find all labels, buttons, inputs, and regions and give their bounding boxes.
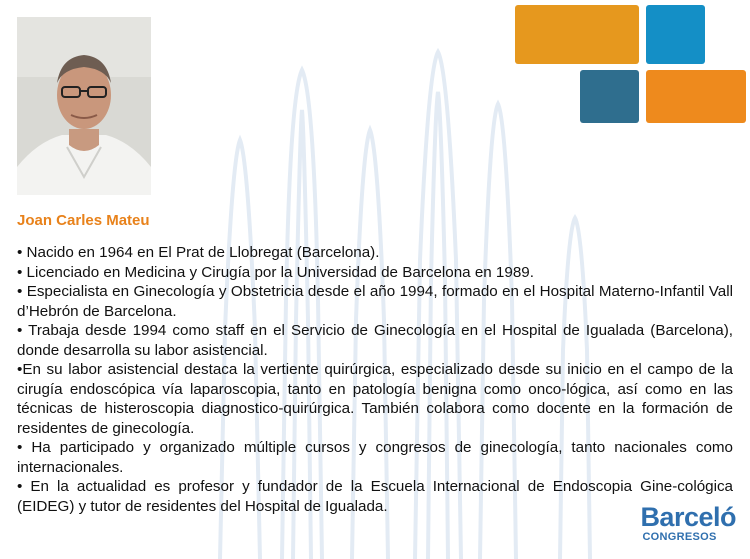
bio-item: • Licenciado en Medicina y Cirugía por la Universidad de Barcelona en 1989. xyxy=(17,263,534,281)
bio-item: • Ha participado y organizado múltiple cursos y congresos de ginecología, tanto nacionales como internacionales. xyxy=(17,439,733,476)
decorative-tile-orange xyxy=(515,5,639,64)
bio-item: • Especialista en Ginecología y Obstetricia desde el año 1994, formado en el Hospital Materno-Infantil Vall d’Hebrón de Barcelona. xyxy=(17,283,733,320)
decorative-tile-orange-wide xyxy=(646,70,746,123)
portrait-photo xyxy=(17,17,151,195)
biography-list xyxy=(17,243,733,516)
decorative-tile-steel-blue xyxy=(580,70,639,123)
decorative-tile-blue xyxy=(646,5,705,64)
bio-item: •En su labor asistencial destaca la vertiente quirúrgica, especializado desde su inicio en el campo de la cirugía endoscópica vía laparoscopia, tanto en patología benigna como onco-lógica, así como en las técnicas de histeroscopia diagnostico-quirúrgica. También colabora como docente en la formación de residentes de ginecología. xyxy=(17,361,733,437)
barcelo-congresos-logo xyxy=(640,503,736,543)
portrait-illustration xyxy=(17,17,151,195)
logo-subtitle-text: CONGRESOS xyxy=(642,531,717,543)
bio-item: • En la actualidad es profesor y fundador de la Escuela Internacional de Endoscopia Gine-cológica (EIDEG) y tutor de residentes del Hospital de Igualada. xyxy=(17,478,733,515)
logo-brand-text: Barceló xyxy=(640,502,736,532)
person-name: Joan Carles Mateu xyxy=(17,212,150,229)
bio-item: • Trabaja desde 1994 como staff en el Servicio de Ginecología en el Hospital de Igualada (Barcelona), donde desarrolla su labor asistencial. xyxy=(17,322,733,359)
bio-item: • Nacido en 1964 en El Prat de Llobregat (Barcelona). xyxy=(17,244,380,261)
